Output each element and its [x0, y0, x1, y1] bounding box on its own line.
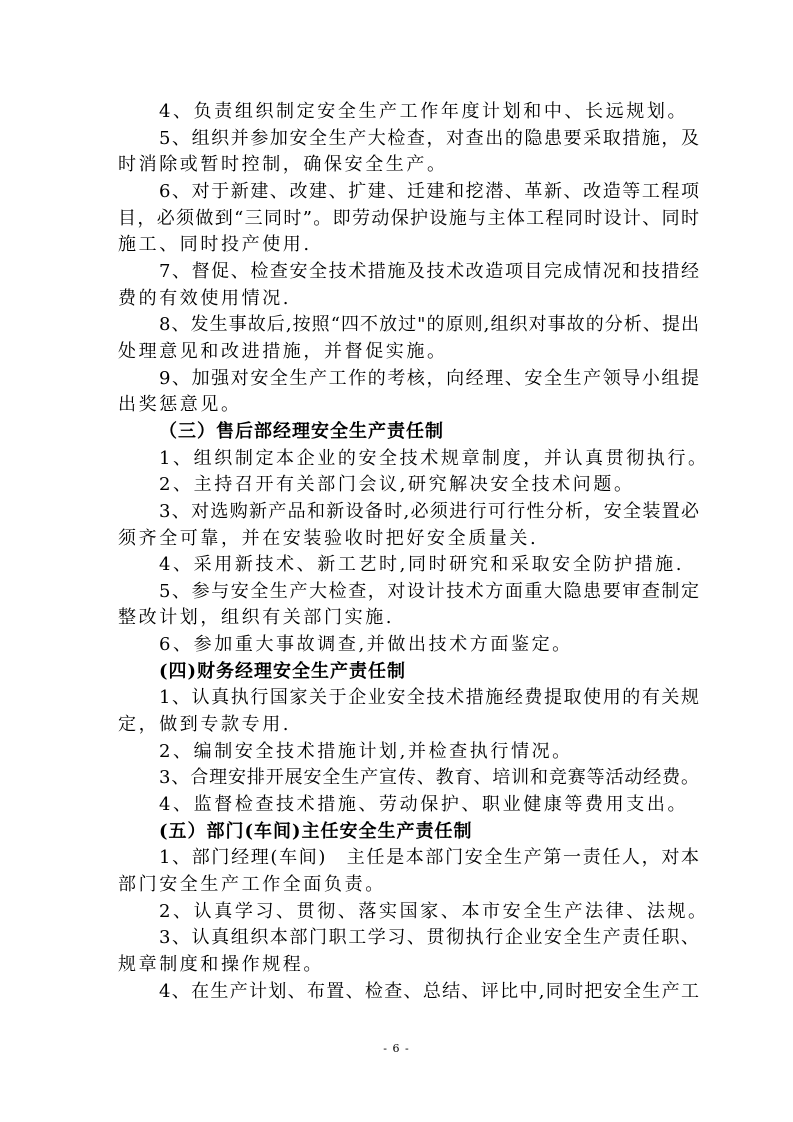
text-line: 3、合理安排开展安全生产宣传、教育、培训和竞赛等活动经费。 — [159, 767, 699, 789]
text-line: 4、在生产计划、布置、检查、总结、评比中,同时把安全生产工 — [159, 980, 699, 1002]
text-line: 5、组织并参加安全生产大检查，对查出的隐患要采取措施，及 — [159, 127, 699, 149]
text-line: 费的有效使用情况. — [118, 287, 292, 309]
text-line: 2、主持召开有关部门会议,研究解决安全技术问题。 — [159, 474, 635, 496]
text-line: 1、组织制定本企业的安全技术规章制度，并认真贯彻执行。 — [159, 447, 709, 469]
text-line: 整改计划，组织有关部门实施. — [118, 607, 395, 629]
page-number: - 6 - — [383, 1042, 410, 1055]
text-line: 须齐全可靠，并在安装验收时把好安全质量关. — [118, 527, 539, 549]
text-line: 定，做到专款专用. — [118, 714, 292, 736]
section-heading: (五）部门(车间)主任安全生产责任制 — [159, 820, 473, 842]
text-line: 处理意见和改进措施，并督促实施。 — [118, 340, 448, 362]
text-line: 部门安全生产工作全面负责。 — [118, 874, 386, 896]
text-line: 6、参加重大事故调查,并做出技术方面鉴定。 — [159, 634, 573, 656]
text-line: 1、认真执行国家关于企业安全技术措施经费提取使用的有关规 — [159, 687, 699, 709]
text-line: 目，必须做到“三同时”。即劳动保护设施与主体工程同时设计、同时 — [118, 207, 699, 229]
document-body — [118, 99, 709, 1005]
text-line: 8、发生事故后,按照“四不放过"的原则,组织对事故的分析、提出 — [159, 314, 699, 336]
text-line: 出奖惩意见。 — [118, 394, 242, 416]
text-line: 4、监督检查技术措施、劳动保护、职业健康等费用支出。 — [159, 794, 689, 816]
text-line: 4、负责组织制定安全生产工作年度计划和中、长远规划。 — [159, 101, 689, 122]
text-line: 6、对于新建、改建、扩建、迁建和挖潜、革新、改造等工程项 — [159, 180, 699, 202]
text-line: 2、认真学习、贯彻、落实国家、本市安全生产法律、法规。 — [159, 900, 709, 922]
text-line: 7、督促、检查安全技术措施及技术改造项目完成情况和技措经 — [159, 260, 699, 282]
text-line: 2、编制安全技术措施计划,并检查执行情况。 — [159, 740, 573, 762]
section-heading: （三）售后部经理安全生产责任制 — [159, 420, 444, 442]
text-line: 5、参与安全生产大检查，对设计技术方面重大隐患要审查制定 — [159, 580, 699, 602]
text-line: 3、对选购新产品和新设备时,必须进行可行性分析，安全装置必 — [159, 500, 699, 522]
section-heading: (四)财务经理安全生产责任制 — [159, 660, 407, 682]
text-line: 施工、同时投产使用. — [118, 234, 312, 256]
text-line: 规章制度和操作规程。 — [118, 954, 324, 975]
text-line: 时消除或暂时控制，确保安全生产。 — [118, 154, 448, 176]
text-line: 4、采用新技术、新工艺时,同时研究和采取安全防护措施. — [159, 554, 685, 576]
text-line: 1、部门经理(车间) 主任是本部门安全生产第一责任人，对本 — [159, 847, 699, 869]
text-line: 3、认真组织本部门职工学习、贯彻执行企业安全生产责任职、 — [159, 927, 699, 949]
text-line: 9、加强对安全生产工作的考核，向经理、安全生产领导小组提 — [159, 367, 699, 389]
